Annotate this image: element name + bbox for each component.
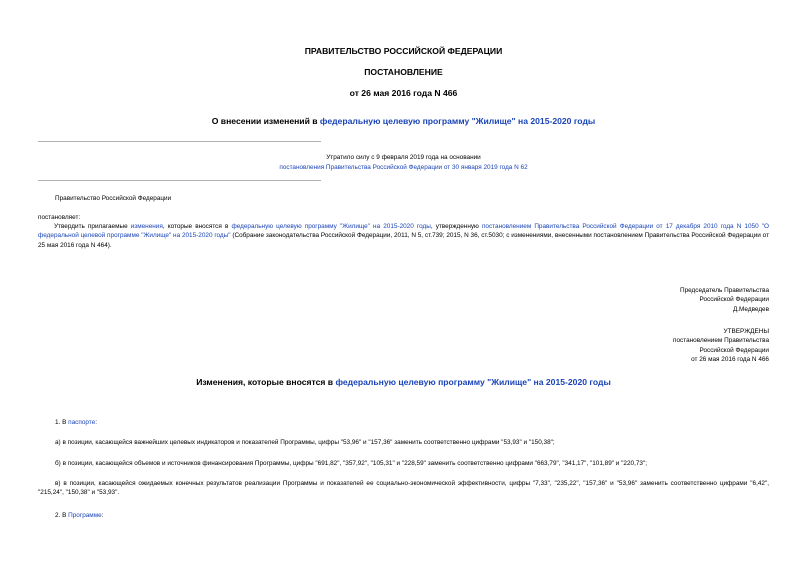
program-section-link[interactable]: Программе [68,512,102,519]
decree-1050-link[interactable]: постановлением Правительства Российской Федерации от 17 декабря 2010 года N 1050 "О федеральной целевой программе "Жилище" на 2015-2020 годы" [38,223,769,240]
notice-top-rule [38,141,321,142]
approved-line-4: от 26 мая 2016 года N 466 [691,356,769,364]
postanovlyaet-line: постановляет: [38,214,81,221]
signature-block [680,286,769,314]
approved-block [673,327,769,365]
approved-line-3: Российской Федерации [699,346,769,354]
item-1-suffix: : [95,419,97,426]
signature-line-1: Председатель Правительства [680,287,769,294]
item-2-prefix: 2. В [55,512,69,519]
document-title [0,116,807,126]
changes-title-prefix: Изменения, которые вносятся в [196,377,336,387]
item-1 [55,418,97,427]
document-title-prefix: О внесении изменений в [211,116,320,126]
gov-rf-line: Правительство Российской Федерации [55,195,172,202]
changes-title [0,377,807,387]
para-text-3: , утвержденную [430,223,482,230]
item-v: в) в позиции, касающейся ожидаемых конечных результатов реализации Программы и показателей ее социально-экономической эффективности, цифры "7,33", "235,22", "157,36" и "53,96" заменить соответственно цифрами "6,42", "215,24", "150,38" и "53,93". [38,480,769,497]
notice-bottom-rule [38,180,321,181]
notice-line-2 [0,163,807,172]
repeal-decree-link[interactable]: постановления Правительства Российской Федерации от 30 января 2019 года N 62 [279,164,528,171]
approved-line-1: УТВЕРЖДЕНЫ [723,328,769,335]
item-1-prefix: 1. В [55,419,69,426]
program-link-2[interactable]: федеральную целевую программу "Жилище" на 2015-2020 годы [231,223,431,230]
item-b: б) в позиции, касающейся объемов и источников финансирования Программы, цифры "691,82", "357,92", "105,31" и "228,59" заменить соответственно цифрами "663,79", "341,17", "101,89" и "220,73"; [55,460,648,467]
item-2-suffix: : [101,512,104,519]
main-paragraph [38,222,769,250]
program-link-3[interactable]: федеральную целевую программу "Жилище" на 2015-2020 годы [335,377,611,387]
date-heading: от 26 мая 2016 года N 466 [349,88,458,98]
para-text-4: (Собрание законодательства Российской Федерации, 2011, N 5, ст.739; 2015, N 36, ст.5030; с изменениями, внесенными постановлением Правительства Российской Федерации от 25 мая 2016 года N 464). [38,232,769,249]
signature-line-2: Российской Федерации [699,296,769,304]
passport-link[interactable]: паспорте [68,419,96,426]
item-2 [55,511,103,520]
para-text-1: Утвердить прилагаемые [54,223,131,230]
notice-line-1: Утратило силу с 9 февраля 2019 года на основании [326,154,481,161]
approved-line-2: постановлением Правительства [673,337,769,345]
government-heading: ПРАВИТЕЛЬСТВО РОССИЙСКОЙ ФЕДЕРАЦИИ [304,46,503,56]
signature-line-3: Д.Медведев [732,305,769,313]
para-text-2: , которые вносятся в [162,223,232,230]
item-a: а) в позиции, касающейся важнейших целевых индикаторов и показателей Программы, цифры "53,96" и "157,36" заменить соответственно цифрами "53,93" и "150,38"; [55,439,555,446]
doc-type-heading: ПОСТАНОВЛЕНИЕ [364,67,443,77]
program-link[interactable]: федеральную целевую программу "Жилище" на 2015-2020 годы [319,116,596,126]
changes-link[interactable]: изменения [130,223,163,230]
